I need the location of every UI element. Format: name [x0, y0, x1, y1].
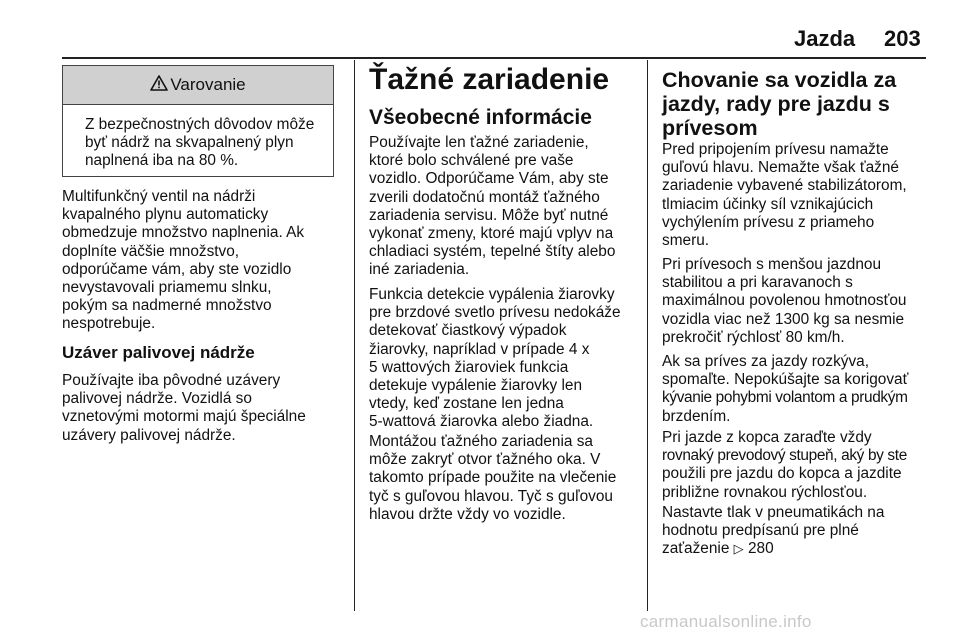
text-line: nespotrebuje.: [62, 315, 156, 333]
text-line: Funkcia detekcie vypálenia žiarovky: [369, 286, 615, 303]
text-line: detekovať čiastkový výpadok: [369, 322, 567, 340]
column-divider-right: [647, 60, 648, 611]
warning-label: Varovanie: [170, 75, 246, 94]
middle-paragraph-2: [369, 286, 644, 432]
chapter-heading: Ťažné zariadenie: [369, 63, 610, 96]
page-reference-arrow-icon: ▷: [733, 541, 744, 557]
section-heading: Všeobecné informácie: [369, 106, 592, 129]
text-line: smeru.: [662, 232, 710, 250]
text-line: Multifunkčný ventil na nádrži: [62, 188, 256, 205]
text-line: tlmiacim účinky síl vznikajúcich: [662, 195, 874, 213]
header-rule: [62, 57, 926, 59]
page-number: 203: [884, 26, 921, 51]
section-heading: Uzáver palivovej nádrže: [62, 343, 255, 362]
middle-subtitle-block: [369, 106, 592, 129]
text-line: použili pre jazdu do kopca a jazdite: [662, 465, 902, 483]
text-line: takomto prípade použite na vlečenie: [369, 469, 617, 487]
text-line: chladiaci systém, tepelné štíty alebo: [369, 243, 616, 261]
text-line: vznetovými motormi majú špeciálne: [62, 408, 306, 426]
heading-line: Chovanie sa vozidla za: [662, 68, 897, 92]
text-line: Ak sa príves za jazdy rozkýva,: [662, 353, 869, 370]
text-line: Pri prívesoch s menšou jazdnou: [662, 256, 882, 273]
text-line: hodnotu predpísanú pre plné: [662, 522, 859, 540]
text-line: vtedy, keď zostane len jedna: [369, 395, 564, 413]
text-line: vychýlením prívesu z priameho: [662, 213, 875, 231]
text-line: zverili dodatočnú montáž ťažného: [369, 188, 600, 206]
text-line: odporúčame vám, aby ste vozidlo: [62, 260, 292, 278]
text-line: uzávery palivovej nádrže.: [62, 426, 236, 444]
text-line: obmedzuje množstvo naplnenia. Ak: [62, 224, 305, 242]
text-line: rovnaký prevodový stupeň, aký by ste: [662, 447, 907, 465]
text-line: Pred pripojením prívesu namažte: [662, 141, 889, 158]
text-line: doplníte väčšie množstvo,: [62, 242, 240, 260]
text-line: detekuje vypálenie žiarovky len: [369, 377, 583, 395]
middle-title-block: [369, 64, 609, 96]
warning-line: Z bezpečnostných dôvodov môže: [85, 116, 315, 133]
text-line: žiarovky, napríklad v prípade 4 x: [369, 340, 590, 358]
text-line: brzdením.: [662, 407, 731, 425]
text-line: tyč s guľovou hlavou. Tyč s guľovou: [369, 487, 613, 505]
right-paragraph-1: [662, 141, 954, 250]
text-line: pre brzdové svetlo prívesu nedokáže: [369, 304, 621, 322]
text-line: ktoré bolo schválené pre vaše: [369, 152, 574, 170]
text-fragment: zaťaženie: [662, 540, 730, 558]
text-line: vozidlo. Odporúčame Vám, aby ste: [369, 170, 609, 188]
middle-paragraph-1: [369, 134, 644, 280]
text-line: guľovú hlavu. Nemažte však ťažné: [662, 159, 899, 177]
heading-line: prívesom: [662, 116, 758, 140]
right-section-heading: [662, 68, 952, 140]
left-paragraph-2: [62, 372, 347, 445]
text-line: stabilitou a pri karavanoch s: [662, 274, 853, 292]
text-line: kvapalného plynu automaticky: [62, 206, 269, 224]
text-line: 5-wattová žiarovka alebo žiadna.: [369, 413, 594, 431]
text-line: 5 wattových žiaroviek funkcia: [369, 358, 569, 376]
text-line: pokým sa nadmerné množstvo: [62, 297, 272, 315]
page-header: [0, 0, 960, 56]
warning-box: [62, 65, 334, 177]
text-line: maximálnou povolenou hmotnosťou: [662, 292, 907, 310]
text-line: zariadenia servisu. Môže byť nutné: [369, 206, 609, 224]
text-line: zariadenie vybavené stabilizátorom,: [662, 177, 907, 195]
left-section-heading: [62, 343, 255, 363]
text-line: kývanie pohybmi volantom a prudkým: [662, 389, 908, 407]
right-paragraph-5: [662, 504, 954, 559]
left-paragraph-1: [62, 188, 347, 334]
text-line: Montážou ťažného zariadenia sa: [369, 433, 593, 450]
text-line: iné zariadenia.: [369, 261, 470, 279]
right-paragraph-3: [662, 353, 954, 426]
text-line: približne rovnakou rýchlosťou.: [662, 483, 868, 501]
text-line: môže zakryť otvor ťažného oka. V: [369, 451, 601, 469]
heading-line: jazdy, rady pre jazdu s: [662, 92, 890, 116]
text-line: [662, 540, 954, 558]
text-line: Nastavte tlak v pneumatikách na: [662, 504, 885, 521]
text-line: spomaľte. Nepokúšajte sa korigovať: [662, 371, 909, 389]
right-paragraph-2: [662, 256, 954, 347]
warning-line: naplnená iba na 80 %.: [85, 152, 239, 170]
text-line: prekročiť rýchlosť 80 km/h.: [662, 328, 845, 346]
column-divider-left: [354, 60, 355, 611]
text-line: Používajte iba pôvodné uzávery: [62, 372, 281, 389]
warning-line: byť nádrž na skvapalnený plyn: [85, 134, 294, 152]
middle-paragraph-3: [369, 433, 644, 524]
text-line: Používajte len ťažné zariadenie,: [369, 134, 589, 151]
text-line: hlavou držte vždy vo vozidle.: [369, 505, 566, 523]
text-line: palivovej nádrže. Vozidlá so: [62, 390, 252, 408]
watermark: carmanualsonline.info: [640, 612, 812, 631]
right-paragraph-4: [662, 429, 954, 502]
warning-text: [63, 105, 333, 171]
page-reference-link[interactable]: 280: [747, 540, 774, 558]
warning-triangle-icon: [150, 75, 168, 96]
text-line: nevystavovali priamemu slnku,: [62, 279, 272, 297]
text-line: vykonať zmeny, ktoré majú vplyv na: [369, 225, 614, 243]
chapter-title: Jazda: [794, 26, 856, 51]
text-line: Pri jazde z kopca zaraďte vždy: [662, 429, 872, 446]
text-line: vozidla viac než 1300 kg sa nesmie: [662, 310, 905, 328]
warning-header: [63, 66, 333, 105]
